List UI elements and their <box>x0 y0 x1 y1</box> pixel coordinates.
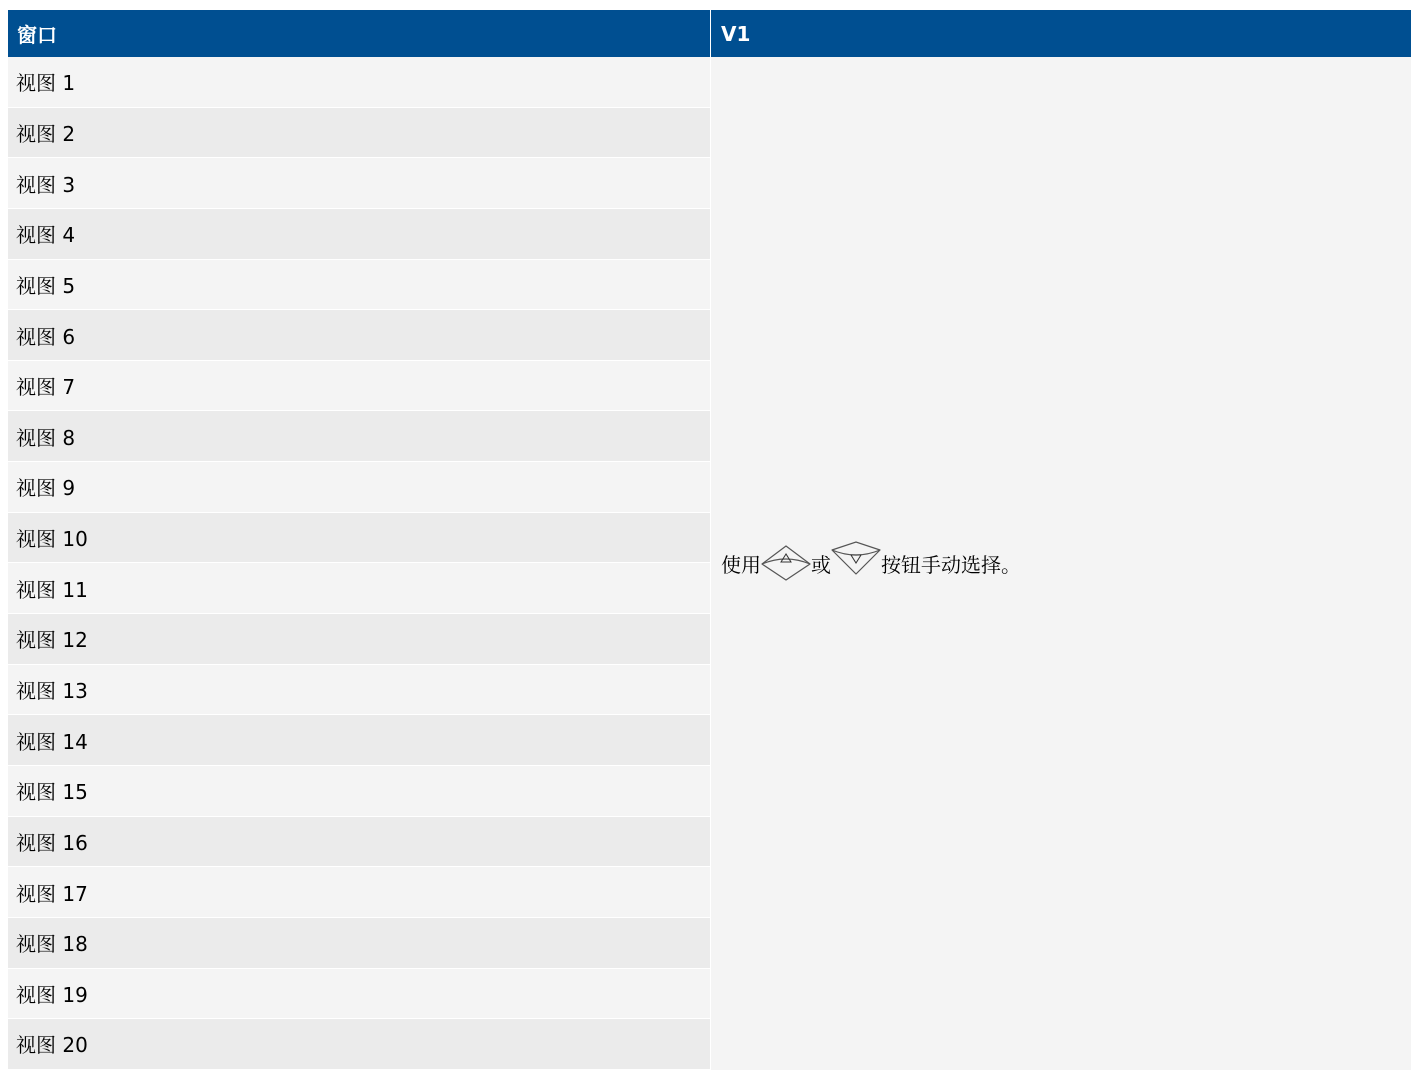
view-row: 视图 7 <box>8 361 710 412</box>
instruction-suffix: 按钮手动选择。 <box>881 553 1021 577</box>
down-arrow-button-icon <box>830 540 882 584</box>
view-row: 视图 11 <box>8 563 710 614</box>
view-row: 视图 16 <box>8 817 710 868</box>
view-row: 视图 8 <box>8 411 710 462</box>
view-list <box>8 57 711 1070</box>
view-row: 视图 10 <box>8 513 710 564</box>
view-row: 视图 5 <box>8 260 710 311</box>
manual-select-instruction <box>721 542 1021 586</box>
view-row: 视图 14 <box>8 715 710 766</box>
view-row: 视图 1 <box>8 57 710 108</box>
view-row: 视图 2 <box>8 108 710 159</box>
view-row: 视图 19 <box>8 969 710 1020</box>
view-row: 视图 6 <box>8 310 710 361</box>
view-row: 视图 3 <box>8 158 710 209</box>
view-row: 视图 18 <box>8 918 710 969</box>
view-row: 视图 20 <box>8 1019 710 1070</box>
instruction-or: 或 <box>811 553 831 577</box>
up-arrow-button-icon <box>760 540 812 584</box>
views-table <box>8 10 1411 1070</box>
header-v1: V1 <box>711 10 1411 57</box>
view-row: 视图 15 <box>8 766 710 817</box>
instruction-prefix: 使用 <box>721 553 761 577</box>
view-row: 视图 12 <box>8 614 710 665</box>
view-row: 视图 13 <box>8 665 710 716</box>
header-window: 窗口 <box>8 10 711 57</box>
v1-description-cell <box>711 57 1411 1070</box>
view-row: 视图 4 <box>8 209 710 260</box>
view-row: 视图 9 <box>8 462 710 513</box>
view-row: 视图 17 <box>8 867 710 918</box>
